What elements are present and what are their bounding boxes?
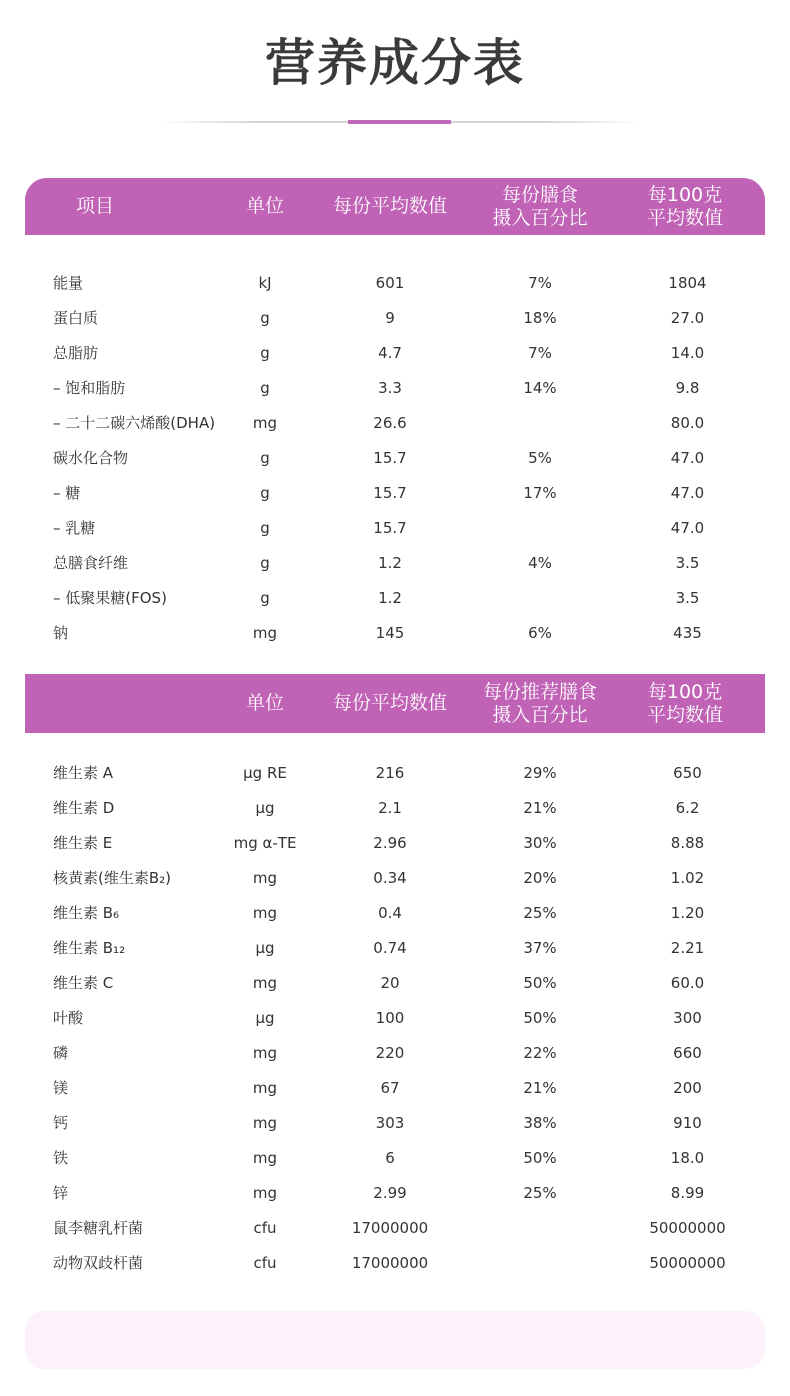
unit: mg — [252, 1044, 278, 1062]
unit: g — [260, 449, 270, 467]
percent-value: 6% — [528, 624, 552, 642]
table2-header-per100: 每100克 平均数值 — [646, 680, 723, 726]
table-row — [25, 791, 765, 826]
item-name: 铁 — [53, 1149, 69, 1167]
item-name: 动物双歧杆菌 — [53, 1254, 144, 1272]
item-name: 鼠李糖乳杆菌 — [53, 1219, 144, 1237]
table2-header — [25, 674, 765, 733]
percent-value: 29% — [523, 764, 557, 782]
item-name: 碳水化合物 — [53, 449, 129, 467]
percent-value: 21% — [523, 1079, 557, 1097]
serving-value: 67 — [380, 1079, 400, 1097]
percent-value — [465, 406, 615, 441]
per100-value: 1.20 — [670, 904, 705, 922]
per100-value: 650 — [673, 764, 702, 782]
item-name: 维生素 E — [53, 834, 113, 852]
table-row — [25, 1176, 765, 1211]
percent-value — [465, 581, 615, 616]
item-name: 总膳食纤维 — [53, 554, 129, 572]
unit: g — [260, 379, 270, 397]
per100-value: 50000000 — [649, 1254, 726, 1272]
table-row — [25, 336, 765, 371]
per100-value: 3.5 — [675, 589, 700, 607]
serving-value: 220 — [375, 1044, 405, 1062]
table2-header-percent: 每份推荐膳食 摄入百分比 — [482, 680, 597, 726]
per100-value: 27.0 — [670, 309, 705, 327]
serving-value: 2.1 — [378, 799, 402, 817]
per100-value: 200 — [673, 1079, 702, 1097]
item-name: – 低聚果糖(FOS) — [53, 589, 167, 607]
item-name: 能量 — [53, 274, 84, 292]
unit: mg — [252, 1114, 278, 1132]
unit: µg — [255, 1009, 275, 1027]
serving-value: 17000000 — [351, 1254, 429, 1272]
table-row — [25, 406, 765, 441]
serving-value: 20 — [380, 974, 400, 992]
percent-value: 7% — [528, 274, 552, 292]
table-row — [25, 896, 765, 931]
item-name: 钙 — [53, 1114, 69, 1132]
item-name: – 糖 — [53, 484, 81, 502]
serving-value: 1.2 — [378, 554, 402, 572]
table1-header-unit: 单位 — [245, 195, 284, 217]
serving-value: 2.99 — [373, 1184, 407, 1202]
per100-value: 300 — [673, 1009, 702, 1027]
serving-value: 15.7 — [373, 449, 407, 467]
unit: mg — [252, 904, 278, 922]
unit: cfu — [253, 1219, 277, 1237]
item-name: – 饱和脂肪 — [53, 379, 126, 397]
table-row — [25, 616, 765, 651]
table-row — [25, 301, 765, 336]
unit: mg — [252, 974, 278, 992]
item-name: 维生素 D — [53, 799, 115, 817]
per100-value: 910 — [673, 1114, 702, 1132]
item-name: 核黄素(维生素B₂) — [53, 869, 172, 887]
table-row — [25, 546, 765, 581]
table-row — [25, 861, 765, 896]
table1-body — [25, 266, 765, 651]
per100-value: 47.0 — [670, 519, 705, 537]
serving-value: 4.7 — [378, 344, 402, 362]
per100-value: 60.0 — [670, 974, 705, 992]
unit: mg — [252, 1149, 278, 1167]
bottom-panel — [25, 1311, 765, 1369]
table-row — [25, 826, 765, 861]
table-row — [25, 1141, 765, 1176]
serving-value: 3.3 — [378, 379, 402, 397]
table-row — [25, 266, 765, 301]
serving-value: 216 — [375, 764, 405, 782]
table-row — [25, 476, 765, 511]
percent-value: 4% — [528, 554, 552, 572]
table-row — [25, 1001, 765, 1036]
unit: µg — [255, 799, 275, 817]
per100-value: 435 — [673, 624, 702, 642]
per100-value: 1.02 — [670, 869, 705, 887]
table-row — [25, 1071, 765, 1106]
table2-header-serving: 每份平均数值 — [332, 692, 447, 714]
serving-value: 6 — [385, 1149, 395, 1167]
per100-value: 660 — [673, 1044, 702, 1062]
unit: g — [260, 554, 270, 572]
unit: g — [260, 309, 270, 327]
table-row — [25, 511, 765, 546]
unit: g — [260, 484, 270, 502]
serving-value: 15.7 — [373, 484, 407, 502]
table1-header-percent: 每份膳食 摄入百分比 — [492, 183, 588, 229]
unit: mg — [252, 414, 278, 432]
per100-value: 9.8 — [675, 379, 700, 397]
unit: mg — [252, 869, 278, 887]
serving-value: 1.2 — [378, 589, 402, 607]
table1-header — [25, 178, 765, 235]
table-row — [25, 581, 765, 616]
title-accent-bar — [348, 120, 451, 124]
percent-value: 50% — [523, 1009, 557, 1027]
percent-value: 20% — [523, 869, 557, 887]
per100-value: 50000000 — [649, 1219, 726, 1237]
percent-value: 50% — [523, 974, 557, 992]
per100-value: 8.88 — [670, 834, 705, 852]
percent-value: 25% — [523, 1184, 557, 1202]
serving-value: 2.96 — [373, 834, 407, 852]
item-name: 维生素 C — [53, 974, 114, 992]
serving-value: 100 — [375, 1009, 405, 1027]
serving-value: 17000000 — [351, 1219, 429, 1237]
item-name: 叶酸 — [53, 1009, 84, 1027]
percent-value: 22% — [523, 1044, 557, 1062]
item-name: 维生素 B₆ — [53, 904, 120, 922]
item-name: 磷 — [53, 1044, 69, 1062]
per100-value: 1804 — [668, 274, 707, 292]
table-row — [25, 1036, 765, 1071]
unit: µg RE — [243, 764, 287, 782]
table-row — [25, 931, 765, 966]
item-name: – 二十二碳六烯酸(DHA) — [53, 414, 216, 432]
percent-value: 21% — [523, 799, 557, 817]
item-name: 镁 — [53, 1079, 69, 1097]
serving-value: 0.74 — [373, 939, 407, 957]
unit: mg — [252, 1184, 278, 1202]
percent-value: 37% — [523, 939, 557, 957]
table-row — [25, 966, 765, 1001]
per100-value: 6.2 — [675, 799, 700, 817]
percent-value: 18% — [523, 309, 557, 327]
per100-value: 2.21 — [670, 939, 705, 957]
unit: mg α-TE — [233, 834, 297, 852]
percent-value — [465, 1246, 615, 1281]
per100-value: 8.99 — [670, 1184, 705, 1202]
per100-value: 80.0 — [670, 414, 705, 432]
percent-value: 17% — [523, 484, 557, 502]
table2-body — [25, 756, 765, 1281]
percent-value — [465, 1211, 615, 1246]
table-row — [25, 371, 765, 406]
serving-value: 9 — [385, 309, 395, 327]
percent-value: 25% — [523, 904, 557, 922]
unit: cfu — [253, 1254, 277, 1272]
table-row — [25, 1211, 765, 1246]
percent-value: 14% — [523, 379, 557, 397]
per100-value: 14.0 — [670, 344, 705, 362]
percent-value: 50% — [523, 1149, 557, 1167]
unit: mg — [252, 1079, 278, 1097]
unit: µg — [255, 939, 275, 957]
page-title: 营养成分表 — [265, 34, 525, 92]
percent-value: 30% — [523, 834, 557, 852]
serving-value: 0.34 — [373, 869, 407, 887]
per100-value: 3.5 — [675, 554, 700, 572]
serving-value: 601 — [375, 274, 405, 292]
item-name: 锌 — [53, 1184, 69, 1202]
item-name: 总脂肪 — [53, 344, 99, 362]
serving-value: 303 — [375, 1114, 405, 1132]
unit: g — [260, 589, 270, 607]
serving-value: 145 — [375, 624, 405, 642]
unit: mg — [252, 624, 278, 642]
table-row — [25, 1106, 765, 1141]
per100-value: 47.0 — [670, 484, 705, 502]
table2-header-unit: 单位 — [245, 692, 284, 714]
table-row — [25, 756, 765, 791]
percent-value: 7% — [528, 344, 552, 362]
percent-value: 5% — [528, 449, 552, 467]
item-name: 维生素 B₁₂ — [53, 939, 126, 957]
per100-value: 18.0 — [670, 1149, 705, 1167]
item-name: – 乳糖 — [53, 519, 96, 537]
item-name: 钠 — [53, 624, 69, 642]
unit: kJ — [258, 274, 272, 292]
table-row — [25, 1246, 765, 1281]
item-name: 维生素 A — [53, 764, 114, 782]
serving-value: 26.6 — [373, 414, 407, 432]
table1-header-serving: 每份平均数值 — [332, 195, 447, 217]
table2-header-item — [25, 674, 165, 733]
table1-header-per100: 每100克 平均数值 — [646, 183, 723, 229]
unit: g — [260, 519, 270, 537]
table-row — [25, 441, 765, 476]
item-name: 蛋白质 — [53, 309, 99, 327]
serving-value: 15.7 — [373, 519, 407, 537]
table1-header-item: 项目 — [75, 195, 114, 217]
percent-value: 38% — [523, 1114, 557, 1132]
percent-value — [465, 511, 615, 546]
serving-value: 0.4 — [378, 904, 402, 922]
unit: g — [260, 344, 270, 362]
per100-value: 47.0 — [670, 449, 705, 467]
